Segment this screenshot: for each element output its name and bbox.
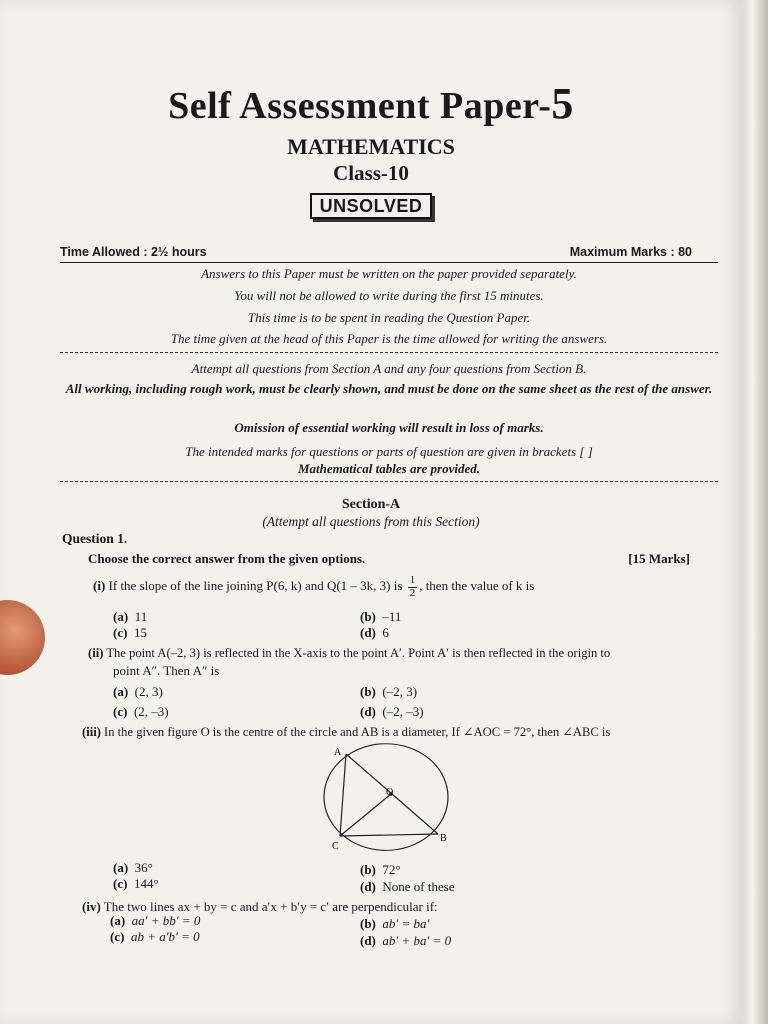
label-a: A: [334, 747, 342, 758]
option-b: [360, 916, 429, 932]
question-text: If the slope of the line joining P(6, k) and Q(1 – 3k, 3) is: [108, 578, 403, 594]
thumb-photo-artifact: [0, 600, 45, 675]
option-text: 6: [382, 625, 389, 640]
option-text: (–2, –3): [382, 704, 424, 719]
question-ii: [88, 646, 610, 661]
paper-number: 5: [551, 79, 574, 128]
label-b: B: [440, 833, 447, 844]
question-text: , then the value of k is: [419, 578, 535, 594]
fraction-denominator: 2: [409, 586, 416, 599]
option-d: [360, 879, 455, 895]
instruction-attempt: Attempt all questions from Section A and any four questions from Section B.: [191, 361, 587, 376]
question-text: The two lines ax + by = c and a′x + b′y = c′ are perpendicular if:: [103, 899, 438, 914]
option-label: (c): [110, 929, 125, 944]
chord-cb: [340, 834, 438, 836]
fraction-numerator: 1: [409, 574, 416, 586]
option-label: (a): [113, 609, 129, 624]
question-text: The point A(–2, 3) is reflected in the X-axis to the point A′. Point A′ is then reflected in the origin to: [106, 646, 611, 660]
instruction-working: All working, including rough work, must be clearly shown, and must be done on the same sheet as the rest of the answer.: [65, 381, 713, 396]
option-c: [110, 929, 200, 945]
option-text: 72°: [382, 862, 401, 877]
question-i: [93, 575, 534, 599]
question-label: Question 1.: [62, 531, 128, 546]
question-iii: [82, 724, 610, 740]
question-number: (iv): [82, 899, 101, 914]
subject-heading: MATHEMATICS: [287, 134, 455, 159]
option-c: [113, 625, 147, 641]
label-o: O: [386, 787, 394, 798]
option-d: [360, 704, 424, 720]
instruction-line: This time is to be spent in reading the Question Paper.: [247, 310, 531, 325]
instruction-line: Answers to this Paper must be written on the paper provided separately.: [201, 266, 577, 281]
option-b: [360, 862, 401, 878]
option-text: 15: [133, 625, 147, 640]
option-text: 144°: [133, 876, 159, 891]
option-text: aa′ + bb′ = 0: [131, 913, 201, 928]
option-text: 36°: [134, 860, 153, 875]
section-title: Section-A: [341, 497, 401, 512]
option-label: (c): [113, 876, 128, 891]
section-subtitle: (Attempt all questions from this Section): [262, 514, 480, 529]
option-label: (b): [360, 684, 376, 699]
option-d: [360, 933, 451, 949]
time-allowed: Time Allowed : 2½ hours: [60, 245, 207, 259]
option-c: [113, 704, 169, 720]
option-label: (c): [113, 704, 128, 719]
chord-ac: [340, 754, 346, 836]
option-label: (d): [360, 933, 376, 948]
option-label: (a): [113, 860, 129, 875]
option-label: (b): [360, 916, 376, 931]
option-label: (b): [360, 862, 376, 877]
option-text: ab′ = ba′: [382, 916, 430, 931]
class-heading: Class-10: [333, 161, 409, 185]
unsolved-badge-wrap: [0, 193, 742, 219]
option-text: None of these: [382, 879, 455, 894]
option-label: (d): [360, 625, 376, 640]
option-text: (2, 3): [134, 684, 163, 699]
divider-dashed: [60, 352, 718, 353]
option-text: (2, –3): [133, 704, 169, 719]
circle-figure: [316, 742, 456, 854]
fraction: [408, 575, 418, 599]
instruction-line: The time given at the head of this Paper is the time allowed for writing the answers.: [170, 331, 608, 346]
label-c: C: [332, 841, 339, 852]
radius-oc: [340, 794, 391, 836]
instruction-marks-note: The intended marks for questions or parts of question are given in brackets [ ]: [185, 444, 593, 459]
option-b: [360, 684, 417, 700]
option-a: [113, 684, 163, 700]
option-c: [113, 876, 159, 892]
option-text: ab + a′b′ = 0: [130, 929, 200, 944]
instruction-line: You will not be allowed to write during the first 15 minutes.: [234, 288, 544, 303]
option-text: ab′ + ba′ = 0: [382, 933, 452, 948]
question-number: (ii): [88, 646, 104, 660]
option-b: [360, 609, 401, 625]
option-text: 11: [134, 609, 148, 624]
divider-dashed: [60, 481, 718, 482]
question-ii-continued: point A″. Then A″ is: [113, 663, 220, 678]
paper-title-text: Self Assessment Paper-: [168, 85, 552, 127]
question-number: (i): [93, 578, 106, 594]
option-label: (a): [113, 684, 129, 699]
divider-solid: [60, 262, 718, 263]
question-number: (iii): [82, 725, 101, 739]
maximum-marks: Maximum Marks : 80: [569, 245, 692, 259]
option-label: (b): [360, 609, 376, 624]
unsolved-badge: UNSOLVED: [310, 193, 433, 219]
option-label: (c): [113, 625, 128, 640]
paper-title: [0, 78, 742, 129]
instruction-tables: Mathematical tables are provided.: [298, 461, 480, 476]
option-a: [110, 913, 200, 929]
question-marks: [15 Marks]: [628, 551, 690, 566]
option-label: (d): [360, 879, 376, 894]
option-label: (a): [110, 913, 126, 928]
option-d: [360, 625, 389, 641]
option-text: –11: [382, 609, 402, 624]
option-text: (–2, 3): [382, 684, 418, 699]
instruction-omission: Omission of essential working will result in loss of marks.: [234, 420, 544, 435]
question-text: In the given figure O is the centre of the circle and AB is a diameter, If ∠AOC = 72°, then ∠ABC is: [104, 725, 611, 739]
option-label: (d): [360, 704, 376, 719]
option-a: [113, 860, 153, 876]
question-instruction: Choose the correct answer from the given options.: [88, 551, 366, 566]
page-edge: [742, 0, 768, 1024]
option-a: [113, 609, 147, 625]
